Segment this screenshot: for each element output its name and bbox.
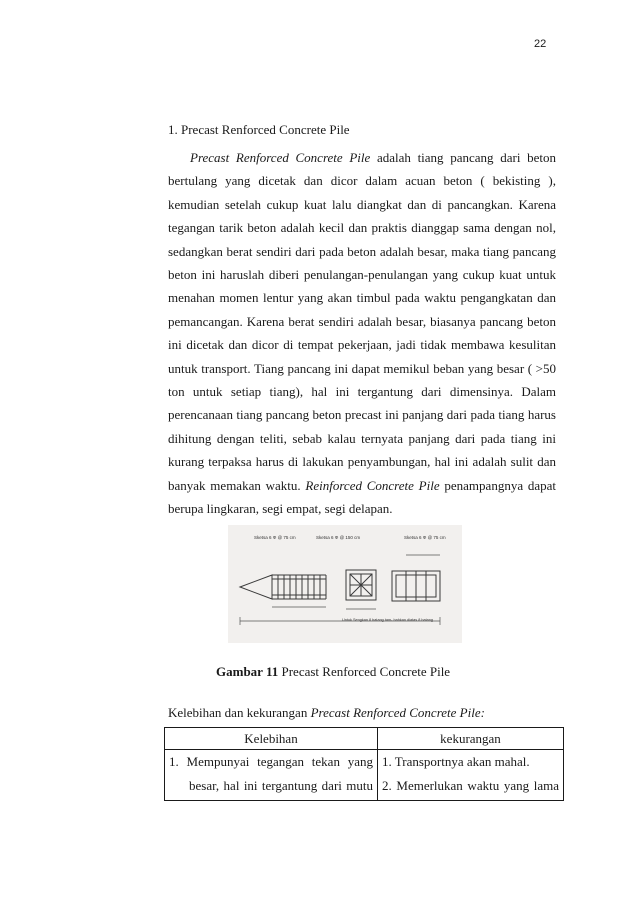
kelebihan-line-1: 1. Mempunyai tegangan tekan yang bbox=[169, 754, 373, 769]
table-header-row bbox=[165, 728, 564, 750]
caption-number: Gambar 11 bbox=[216, 664, 279, 679]
cell-kelebihan bbox=[165, 750, 378, 801]
intro-term: Precast Renforced Concrete Pile: bbox=[310, 705, 485, 720]
kekurangan-line-2: 2. Memerlukan waktu yang lama bbox=[382, 778, 559, 793]
figure-label-1: Sketsa 6 Φ @ 75 cm bbox=[254, 535, 296, 540]
cross-section bbox=[346, 570, 376, 600]
kelebihan-line-2: besar, hal ini tergantung dari mutu bbox=[189, 778, 373, 793]
body-text-2: penampangnya dapat berupa lingkaran, segi empat, segi delapan. bbox=[168, 477, 557, 517]
comparison-intro bbox=[168, 705, 485, 721]
page-number: 22 bbox=[534, 38, 547, 50]
pile-diagram-figure bbox=[228, 525, 462, 643]
figure-label-2: Sketsa 6 Φ @ 150 cm bbox=[316, 535, 361, 540]
header-kekurangan: kekurangan bbox=[378, 728, 564, 750]
table-row bbox=[165, 750, 564, 801]
caption-text: Precast Renforced Concrete Pile bbox=[278, 664, 451, 679]
comparison-table bbox=[164, 727, 564, 801]
kekurangan-line-1: 1. Transportnya akan mahal. bbox=[382, 754, 530, 769]
figure-caption bbox=[216, 664, 450, 680]
figure-label-4: Untuk Sengkan 8 batang tam- bahkan diatas 8 batang bbox=[342, 618, 433, 622]
figure-label-3: Sketsa 6 Φ @ 75 cm bbox=[404, 535, 446, 540]
term-reinforced: Reinforced Concrete Pile bbox=[305, 477, 440, 493]
header-kelebihan: Kelebihan bbox=[165, 728, 378, 750]
term-precast: Precast Renforced Concrete Pile bbox=[190, 150, 371, 165]
section-heading: 1. Precast Renforced Concrete Pile bbox=[168, 122, 350, 137]
intro-text: Kelebihan dan kekurangan bbox=[168, 705, 311, 720]
pile-diagram bbox=[228, 525, 462, 643]
body-paragraph bbox=[168, 146, 556, 521]
pile-tip-shape bbox=[240, 575, 272, 599]
body-text-1: adalah tiang pancang dari beton bertulang yang dicetak dan dicor dalam acuan beton ( bekisting ), kemudian setelah cukup kuat lalu diangkat dan di pancangkan. Karena tegangan tarik beton adalah kecil dan praktis dianggap sama dengan nol, sedangkan berat sendiri dari pada beton adalah besar, maka tiang pancang beton ini haruslah diberi penulangan-penulangan yang cukup kuat untuk menahan momen lentur yang akan timbul pada waktu pengangkatan dan pemancangan. Karena berat sendiri adalah besar, biasanya pancang beton ini dicetak dan dicor di tempat pekerjaan, jadi tidak membawa kesulitan untuk transport. Tiang pancang ini dapat memikul beban yang besar ( >50 ton untuk setiap tiang), hal ini tergantung dari dimensinya. Dalam perencanaan tiang pancang beton precast ini panjang dari pada tiang harus dihitung dengan teliti, sebab kalau ternyata panjang dari pada tiang ini kurang terpaksa harus di lakukan penyambungan, hal ini adalah sulit dan banyak memakan waktu. bbox=[168, 150, 556, 493]
cell-kekurangan bbox=[378, 750, 564, 801]
